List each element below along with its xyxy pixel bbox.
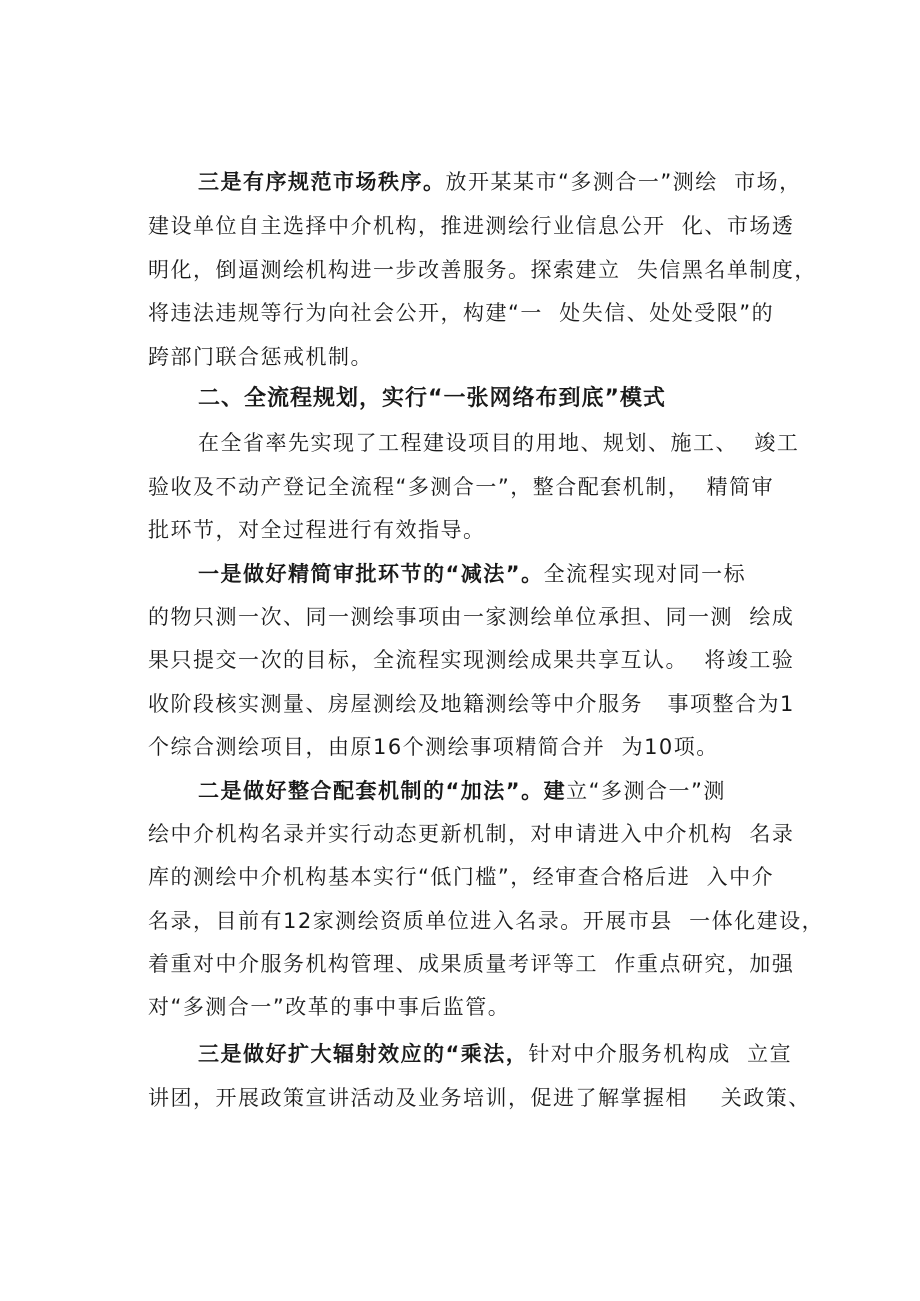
para2-line3: 批环节，对全过程进行有效指导。 <box>148 518 486 542</box>
para4-line2: 绘中介机构名录并实行动态更新机制，对申请进入中介机构 名录 <box>148 822 795 846</box>
section-heading: 二、全流程规划，实行“一张网络布到底”模式 <box>198 386 666 411</box>
para4-line5: 着重对中介服务机构管理、成果质量考评等工 作重点研究，加强 <box>148 952 795 976</box>
para4-line6: 对“多测合一”改革的事中事后监管。 <box>148 995 511 1019</box>
para1-line1-text: 放开某某市“多测合一”测绘 市场， <box>445 170 802 194</box>
para1-line4: 将违法违规等行为向社会公开，构建“一 处失信、处处受限”的 <box>148 301 775 325</box>
para3-line5: 个综合测绘项目，由原16个测绘事项精简合并 为10项。 <box>148 735 719 759</box>
para1-line2: 建设单位自主选择中介机构，推进测绘行业信息公开 化、市场透 <box>148 214 795 238</box>
para2-line2: 验收及不动产登记全流程“多测合一”，整合配套机制， 精简审 <box>148 475 775 499</box>
para5-line1-text: 针对中介服务机构成 立宣 <box>528 1042 793 1066</box>
para4-line3: 库的测绘中介机构基本实行“低门槛”，经审查合格后进 入中介 <box>148 865 775 889</box>
para1-line5: 跨部门联合惩戒机制。 <box>148 345 373 369</box>
para5-line2: 讲团，开展政策宣讲活动及业务培训，促进了解掌握相 关政策、 <box>148 1086 811 1110</box>
para5-line1 <box>198 1039 792 1069</box>
para1-line1 <box>198 167 802 197</box>
para4-line4: 名录，目前有12家测绘资质单位进入名录。开展市县 一体化建设， <box>148 909 825 933</box>
para2-line1: 在全省率先实现了工程建设项目的用地、规划、施工、 竣工 <box>198 431 800 455</box>
para3-line1-text: 全流程实现对同一标 <box>543 562 747 586</box>
para3-line1 <box>198 559 746 589</box>
para4-lead: 二是做好整合配套机制的“加法”。建 <box>198 779 567 803</box>
para5-lead: 三是做好扩大辐射效应的“乘法， <box>198 1042 529 1066</box>
para3-line4: 收阶段核实测量、房屋测绘及地籍测绘等中介服务 事项整合为1 <box>148 692 795 716</box>
para3-line3: 果只提交一次的目标，全流程实现测绘成果共享互认。 将竣工验 <box>148 648 795 672</box>
para4-line1 <box>198 776 726 806</box>
para3-line2: 的物只测一次、同一测绘事项由一家测绘单位承担、同一测 绘成 <box>148 605 795 629</box>
para3-lead: 一是做好精简审批环节的“减法”。 <box>198 562 544 586</box>
para1-line3: 明化，倒逼测绘机构进一步改善服务。探索建立 失信黑名单制度， <box>148 258 817 282</box>
para4-line1-text: 立“多测合一”测 <box>566 779 726 803</box>
para1-lead: 三是有序规范市场秩序。 <box>198 170 446 194</box>
